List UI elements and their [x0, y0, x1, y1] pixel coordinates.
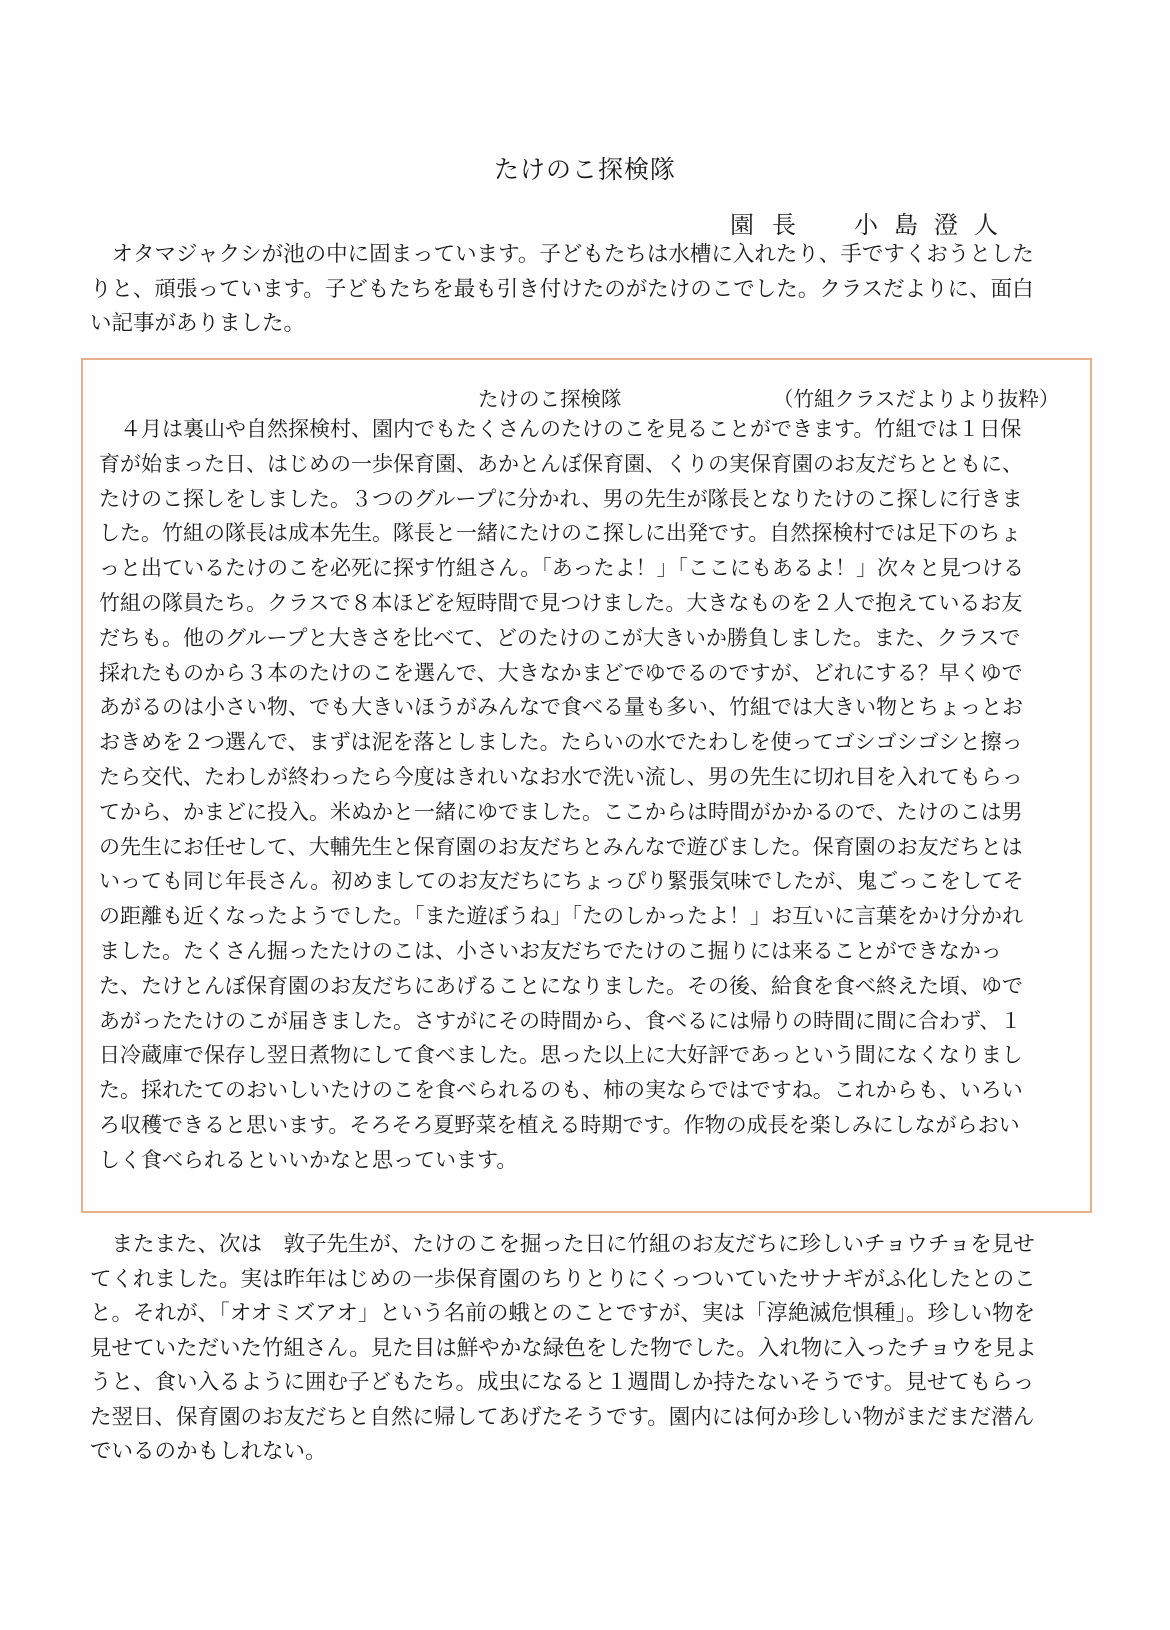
outro-line: でいるのかもしれない。	[90, 1439, 327, 1464]
outro-line: うと、食い入るように囲む子どもたち。成虫になると１週間しか持たないそうです。見せてもらっ	[90, 1370, 1035, 1395]
article-title: たけのこ探検隊	[493, 155, 676, 184]
excerpt-line: 採れたものから３本のたけのこを選んで、大きなかまどでゆでるのですが、どれにする？早くゆで	[99, 660, 1023, 685]
author-name: 小島澄人	[854, 211, 1014, 239]
outro-line: またまた、次は 敦子先生が、たけのこを掘った日に竹組のお友だちに珍しいチョウチョを見せ	[90, 1232, 1035, 1257]
intro-line: りと、頑張っています。子どもたちを最も引き付けたのがたけのこでした。クラスだよりに、面白	[90, 276, 1034, 302]
author-role: 園長	[730, 211, 814, 239]
outro-line: てくれました。実は昨年はじめの一歩保育園のちりとりにくっついていたサナギがふ化したとのこ	[90, 1266, 1036, 1292]
excerpt-line: 竹組の隊員たち。クラスで８本ほどを短時間で見つけました。大きなものを２人で抱えているお友	[99, 590, 1023, 615]
excerpt-line: た。採れたてのおいしいたけのこを食べられるのも、柿の実ならではですね。これからも、いろい	[99, 1078, 1023, 1103]
excerpt-body	[99, 412, 1024, 1178]
author-line	[730, 205, 1014, 240]
outro-line: 見せていただいた竹組さん。見た目は鮮やかな緑色をした物でした。入れ物に入ったチョウを見よ	[90, 1335, 1037, 1361]
excerpt-line: しく食べられるといいかなと思っています。	[99, 1147, 518, 1172]
outro-line: た翌日、保育園のお友だちと自然に帰してあげたそうです。園内には何か珍しい物がまだまだ潜ん	[90, 1404, 1035, 1430]
excerpt-line: 日冷蔵庫で保存し翌日煮物にして食べました。思った以上に大好評であっという間になくなりまし	[99, 1043, 1023, 1068]
excerpt-line: ４月は裏山や自然探検村、園内でもたくさんのたけのこを見ることができます。竹組では１日保	[99, 417, 1022, 441]
excerpt-line: の距離も近くなったようでした。「また遊ぼうね」「たのしかったよ！」お互いに言葉をかけ分かれ	[99, 904, 1023, 929]
excerpt-line: いっても同じ年長さん。初めましてのお友だちにちょっぴり緊張気味でしたが、鬼ごっこをしてそ	[99, 869, 1024, 894]
excerpt-title: たけのこ探検隊	[478, 387, 622, 411]
intro-line: い記事がありました。	[90, 311, 306, 336]
excerpt-line: てから、かまどに投入。米ぬかと一緒にゆでました。ここからは時間がかかるので、たけのこは男	[99, 799, 1023, 824]
outro-line: と。それが、「オオミズアオ」という名前の蛾とのことですが、実は「淳絶滅危惧種」。珍しい物を	[90, 1301, 1036, 1326]
intro-line: オタマジャクシが池の中に固まっています。子どもたちは水槽に入れたり、手ですくおうとした	[90, 242, 1034, 267]
intro-paragraph	[90, 238, 1034, 342]
excerpt-line: あがるのは小さい物、でも大きいほうがみんなで食べる量も多い、竹組では大きい物とちょっとお	[99, 695, 1023, 720]
outro-paragraph	[90, 1228, 1037, 1470]
excerpt-line: ろ収穫できると思います。そろそろ夏野菜を植える時期です。作物の成長を楽しみにしながらおい	[99, 1112, 1020, 1137]
excerpt-line: あがったたけのこが届きました。さすがにその時間から、食べるには帰りの時間に間に合わず、１	[99, 1008, 1022, 1033]
excerpt-line: たら交代、たわしが終わったら今度はきれいなお水で洗い流し、男の先生に切れ目を入れてもらっ	[99, 764, 1023, 789]
excerpt-line: たけのこ探しをしました。３つのグループに分かれ、男の先生が隊長となりたけのこ探しに行きま	[99, 486, 1023, 511]
excerpt-line: ました。たくさん掘ったたけのこは、小さいお友だちでたけのこ掘りには来ることができなかっ	[99, 938, 1002, 963]
excerpt-source: （竹組クラスだよりより抜粋）	[773, 387, 1060, 411]
excerpt-line: した。竹組の隊長は成本先生。隊長と一緒にたけのこ探しに出発です。自然探検村では足下のちょ	[99, 521, 1022, 546]
excerpt-line: の先生にお任せして、大輔先生と保育園のお友だちとみんなで遊びました。保育園のお友だちとは	[99, 834, 1023, 859]
excerpt-line: た、たけとんぼ保育園のお友だちにあげることになりました。その後、給食を食べ終えた頃、ゆで	[99, 973, 1023, 998]
excerpt-line: だちも。他のグループと大きさを比べて、どのたけのこが大きいか勝負しました。また、クラスで	[99, 625, 1021, 650]
excerpt-line: おきめを２つ選んで、まずは泥を落としました。たらいの水でたわしを使ってゴシゴシゴシと擦っ	[99, 730, 1023, 755]
excerpt-line: 育が始まった日、はじめの一歩保育園、あかとんぼ保育園、くりの実保育園のお友だちとともに、	[99, 451, 1023, 476]
excerpt-line: っと出ているたけのこを必死に探す竹組さん。「あったよ！」「ここにもあるよ！」次々と見つける	[99, 556, 1025, 581]
